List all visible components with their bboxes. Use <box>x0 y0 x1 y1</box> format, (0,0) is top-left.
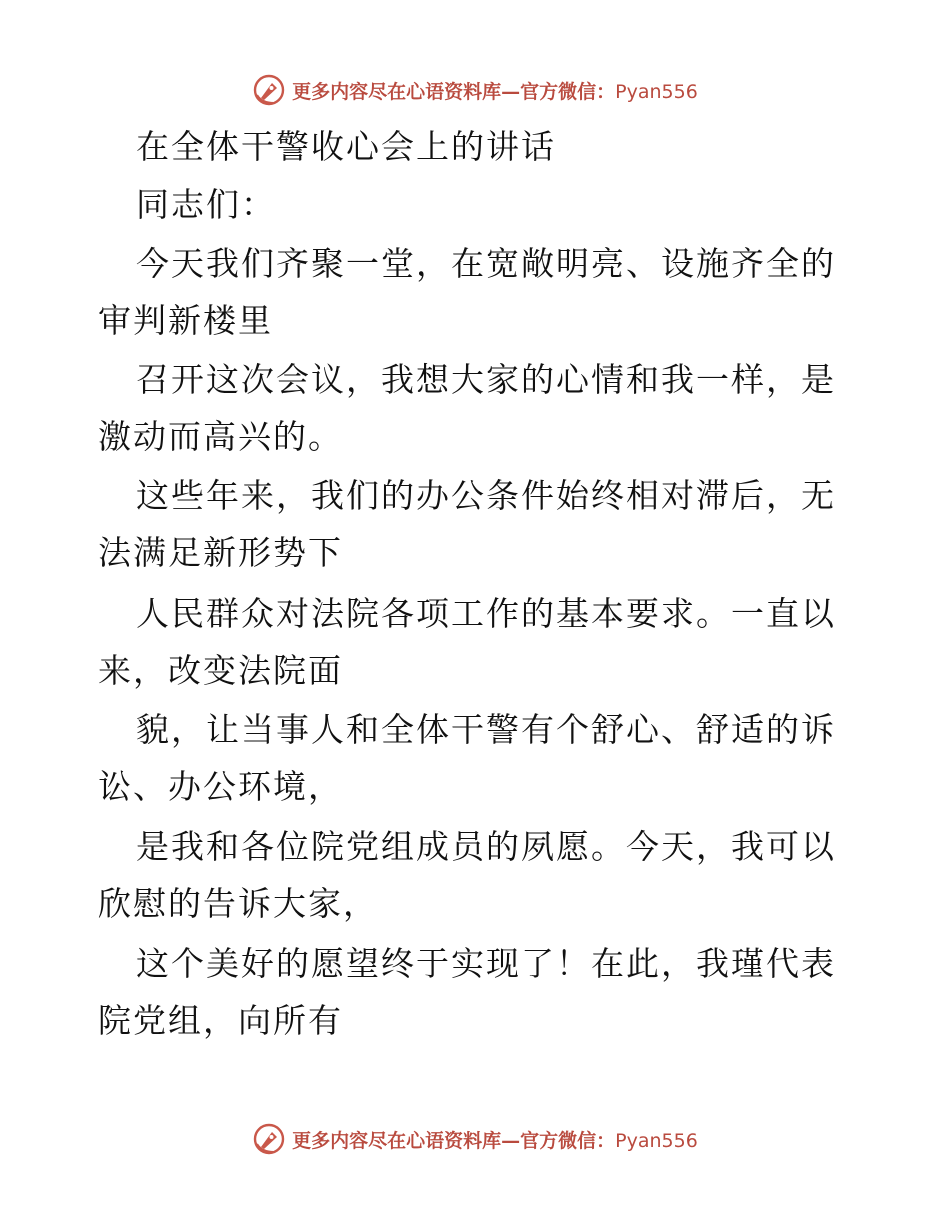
watermark-wechat-id: Pyan556 <box>615 80 698 103</box>
watermark-brand: 更多内容尽在心语资料库—官方微信： <box>292 1129 616 1152</box>
paragraph-5: 貌，让当事人和全体干警有个舒心、舒适的诉讼、办公环境， <box>98 710 836 806</box>
watermark-text <box>292 1126 698 1153</box>
paragraph-4: 人民群众对法院各项工作的基本要求。一直以来，改变法院面 <box>98 594 836 690</box>
footer-watermark <box>0 1119 950 1159</box>
paragraph-7: 这个美好的愿望终于实现了！在此，我瑾代表院党组，向所有 <box>98 944 836 1040</box>
paragraph-1: 今天我们齐聚一堂，在宽敞明亮、设施齐全的审判新楼里 <box>98 244 836 340</box>
pen-nib-icon <box>252 1122 286 1156</box>
paragraph-2: 召开这次会议，我想大家的心情和我一样，是激动而高兴的。 <box>98 360 836 456</box>
paragraph-3: 这些年来，我们的办公条件始终相对滞后，无法满足新形势下 <box>98 476 836 572</box>
header-watermark <box>0 70 950 110</box>
watermark-text <box>292 77 698 104</box>
pen-nib-icon <box>252 73 286 107</box>
watermark-brand: 更多内容尽在心语资料库—官方微信： <box>292 80 616 103</box>
watermark-wechat-id: Pyan556 <box>615 1129 698 1152</box>
salutation: 同志们： <box>136 185 276 224</box>
document-title: 在全体干警收心会上的讲话 <box>136 127 556 166</box>
paragraph-6: 是我和各位院党组成员的夙愿。今天，我可以欣慰的告诉大家， <box>98 827 836 923</box>
